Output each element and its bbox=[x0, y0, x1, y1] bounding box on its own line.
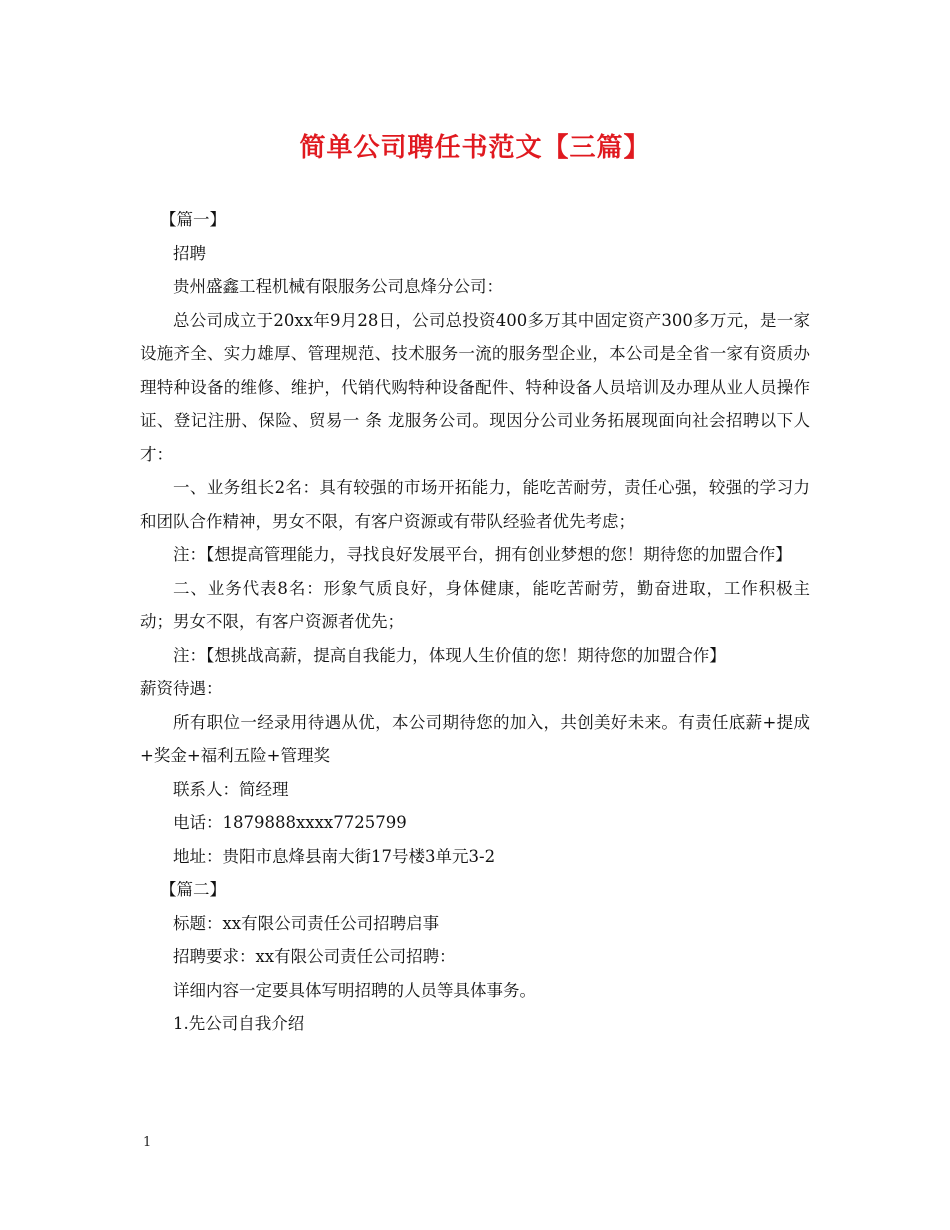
paragraph: 招聘 bbox=[173, 243, 206, 263]
document-title: 简单公司聘任书范文【三篇】 bbox=[299, 133, 651, 163]
paragraph: 所有职位一经录用待遇从优，本公司期待您的加入，共创美好未来。有责任底薪+提成+奖金+福利五险+管理奖 bbox=[140, 712, 810, 765]
paragraph: 电话：1879888xxxx7725799 bbox=[173, 813, 407, 832]
paragraph: 地址：贵阳市息烽县南大街17号楼3单元3-2 bbox=[173, 846, 496, 866]
paragraph: 招聘要求：xx有限公司责任公司招聘： bbox=[173, 947, 456, 966]
paragraph: 1.先公司自我介绍 bbox=[173, 1014, 305, 1033]
paragraph: 二、业务代表8名：形象气质良好，身体健康，能吃苦耐劳，勤奋进取，工作积极主动；男女不限，有客户资源者优先； bbox=[140, 578, 810, 631]
paragraph: 一、业务组长2名：具有较强的市场开拓能力，能吃苦耐劳，责任心强，较强的学习力和团队合作精神，男女不限，有客户资源或有带队经验者优先考虑； bbox=[140, 478, 810, 531]
paragraph: 详细内容一定要具体写明招聘的人员等具体事务。 bbox=[173, 980, 536, 1000]
document-body bbox=[140, 203, 810, 1041]
section-heading-2: 【篇二】 bbox=[160, 880, 226, 899]
page-number: 1 bbox=[143, 1135, 152, 1150]
paragraph: 贵州盛鑫工程机械有限服务公司息烽分公司： bbox=[173, 277, 503, 296]
paragraph: 注：【想提高管理能力，寻找良好发展平台，拥有创业梦想的您！期待您的加盟合作】 bbox=[173, 545, 792, 564]
paragraph: 薪资待遇： bbox=[140, 679, 223, 698]
paragraph: 联系人：简经理 bbox=[173, 779, 289, 799]
paragraph: 总公司成立于20xx年9月28日，公司总投资400多万其中固定资产300多万元，是一家设施齐全、实力雄厚、管理规范、技术服务一流的服务型企业，本公司是全省一家有资质办理特种设备的维修、维护，代销代购特种设备配件、特种设备人员培训及办理从业人员操作证、登记注册、保险、贸易一 条 龙服务公司。现因分公司业务拓展现面向社会招聘以下人才： bbox=[140, 310, 810, 464]
paragraph: 标题：xx有限公司责任公司招聘启事 bbox=[173, 913, 440, 933]
paragraph: 注：【想挑战高薪，提高自我能力，体现人生价值的您！期待您的加盟合作】 bbox=[173, 645, 726, 665]
section-heading-1: 【篇一】 bbox=[160, 210, 226, 229]
